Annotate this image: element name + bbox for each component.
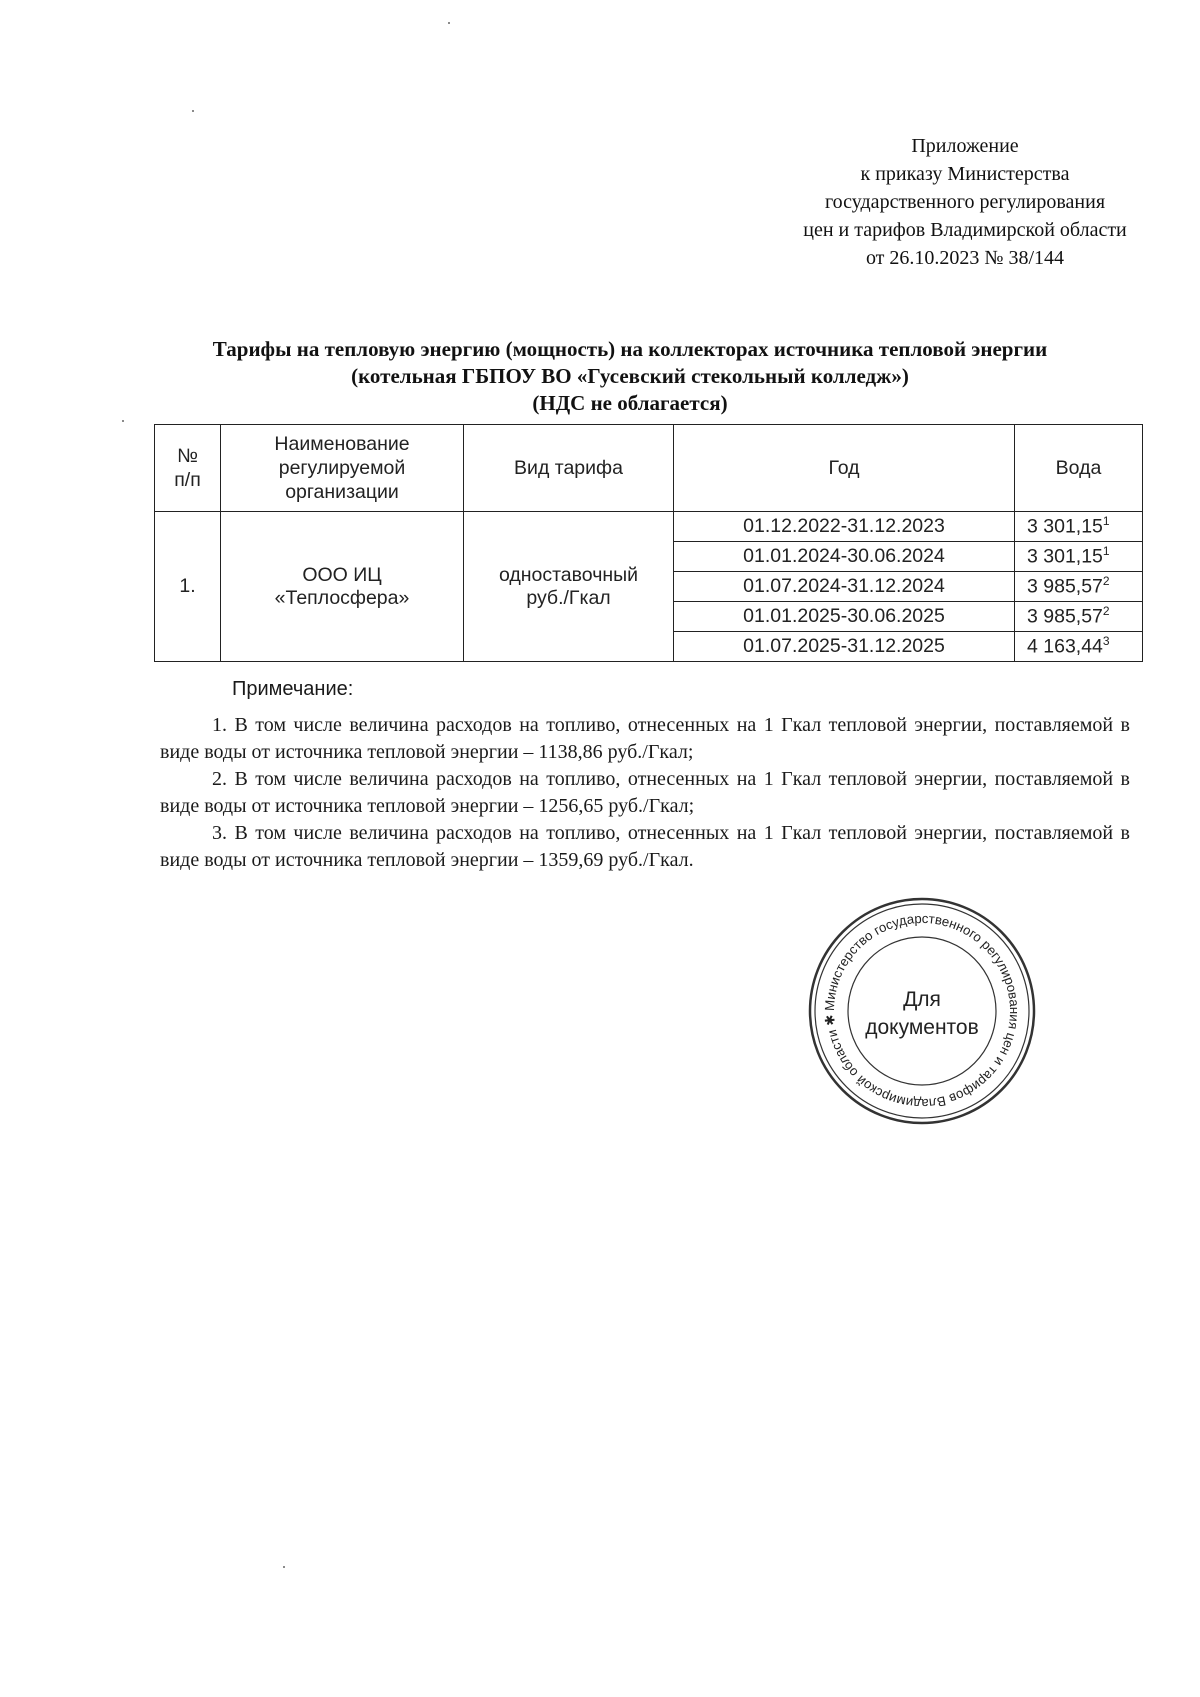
cell-period: 01.07.2024-31.12.2024 — [674, 572, 1015, 602]
footnote-mark: 2 — [1102, 604, 1110, 619]
table-header-row — [155, 425, 1143, 512]
header-number: № п/п — [155, 425, 221, 512]
stamp-ring-text: Министерство государственного регулирования цен и тарифов Владимирской области ✱ — [821, 910, 1023, 1112]
note-item: 2. В том числе величина расходов на топливо, отнесенных на 1 Гкал тепловой энергии, поставляемой в виде воды от источника тепловой энергии – 1256,65 руб./Гкал; — [160, 768, 1130, 817]
header-organization: Наименование регулируемой организации — [221, 425, 464, 512]
notes-heading: Примечание: — [232, 678, 354, 700]
header-year: Год — [674, 425, 1015, 512]
cell-water-value: 3 985,57$^2$ — [1015, 572, 1143, 602]
appendix-line: от 26.10.2023 № 38/144 — [865, 247, 1065, 269]
cell-period: 01.07.2025-31.12.2025 — [674, 632, 1015, 662]
note-item: 3. В том числе величина расходов на топливо, отнесенных на 1 Гкал тепловой энергии, поставляемой в виде воды от источника тепловой энергии – 1359,69 руб./Гкал. — [160, 822, 1130, 871]
header-water: Вода — [1015, 425, 1143, 512]
cell-water-value: 3 301,15$^1$ — [1015, 512, 1143, 542]
table-row — [155, 512, 1143, 542]
cell-tariff-type: одноставочный руб./Гкал — [464, 512, 674, 662]
header-tariff-type: Вид тарифа — [464, 425, 674, 512]
document-title — [130, 336, 1130, 417]
appendix-header — [740, 132, 1190, 272]
note-item: 1. В том числе величина расходов на топливо, отнесенных на 1 Гкал тепловой энергии, поставляемой в виде воды от источника тепловой энергии – 1138,86 руб./Гкал; — [160, 714, 1130, 763]
appendix-line: цен и тарифов Владимирской области — [803, 219, 1127, 241]
stamp-inner-ring — [848, 937, 996, 1085]
stamp-center-line: Для — [903, 988, 941, 1011]
cell-period: 01.01.2025-30.06.2025 — [674, 602, 1015, 632]
cell-period: 01.01.2024-30.06.2024 — [674, 542, 1015, 572]
cell-water-value: 3 301,15$^1$ — [1015, 542, 1143, 572]
footnote-mark: 3 — [1102, 634, 1110, 649]
scan-speck — [448, 22, 450, 24]
appendix-line: к приказу Министерства — [860, 163, 1070, 185]
cell-period: 01.12.2022-31.12.2023 — [674, 512, 1015, 542]
cell-water-value: 4 163,44$^3$ — [1015, 632, 1143, 662]
official-stamp — [806, 895, 1038, 1127]
cell-water-value: 3 985,57$^2$ — [1015, 602, 1143, 632]
footnote-mark: 1 — [1102, 514, 1110, 529]
stamp-center-line: документов — [865, 1016, 979, 1039]
scan-speck — [122, 420, 124, 422]
appendix-line: Приложение — [911, 135, 1019, 157]
appendix-line: государственного регулирования — [824, 191, 1106, 213]
stamp-outer-ring-inner — [815, 904, 1029, 1118]
tariff-table — [154, 424, 1143, 662]
cell-organization: ООО ИЦ «Теплосфера» — [221, 512, 464, 662]
cell-row-number: 1. — [155, 512, 221, 662]
footnote-mark: 2 — [1102, 574, 1110, 589]
title-line: Тарифы на тепловую энергию (мощность) на коллекторах источника тепловой энергии — [212, 337, 1048, 361]
title-line: (котельная ГБПОУ ВО «Гусевский стекольный колледж») — [351, 364, 909, 388]
title-line: (НДС не облагается) — [532, 391, 728, 415]
footnote-mark: 1 — [1102, 544, 1110, 559]
scan-speck — [283, 1566, 285, 1568]
notes-section — [160, 676, 1130, 874]
stamp-outer-ring — [810, 899, 1034, 1123]
scan-speck — [192, 110, 194, 112]
